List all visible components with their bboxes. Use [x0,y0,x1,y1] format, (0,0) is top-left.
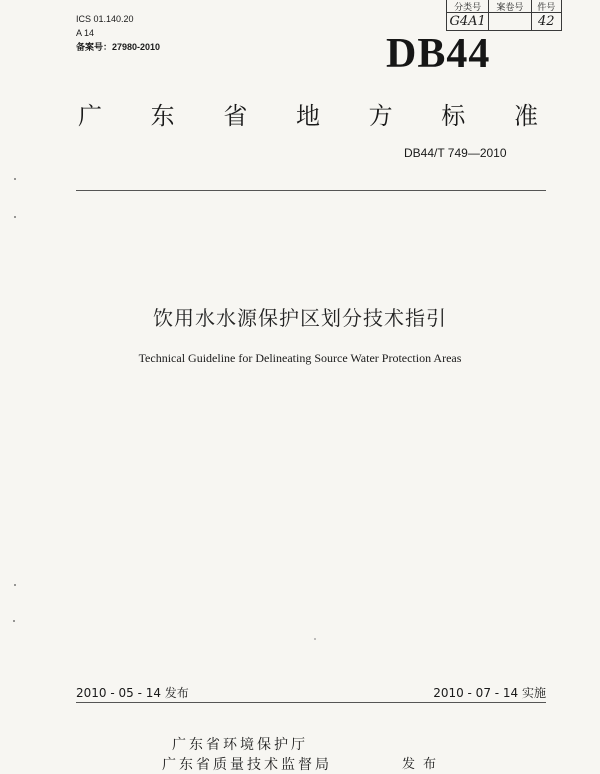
document-title-chinese: 饮用水水源保护区划分技术指引 [153,306,447,330]
title-char: 省 [223,102,248,130]
ics-code: ICS 01.140.20 [76,14,134,24]
header-divider [76,190,546,191]
standard-type-title [78,96,538,131]
issuer-environment-dept: 广东省环境保护厅 [172,737,308,753]
stamp-value-volume [489,13,531,30]
standard-number: DB44/T 749—2010 [404,146,507,160]
issuer-quality-bureau: 广东省质量技术监督局 [162,757,332,773]
title-char: 准 [513,102,538,130]
scan-speck [14,178,16,180]
title-char: 东 [150,102,175,130]
issue-label: 发布 [402,757,445,772]
standard-code-logo: DB44 [386,31,491,77]
stamp-value-item: 42 [537,14,555,29]
title-char: 标 [441,102,466,130]
scan-speck [14,584,16,586]
scan-speck [314,638,316,640]
stamp-header-volume: 案卷号 [489,0,531,12]
archive-stamp [446,0,562,31]
footer-divider [76,702,546,703]
effective-date: 2010 - 07 - 14 实施 [433,686,546,700]
stamp-value-category: G4A1 [447,13,489,30]
document-title-english: Technical Guideline for Delineating Source Water Protection Areas [138,351,462,365]
title-char: 地 [295,102,320,130]
ccs-code: A 14 [76,28,95,38]
stamp-header-item: 件号 [537,2,556,12]
publish-date: 2010 - 05 - 14 发布 [76,686,189,700]
scan-speck [14,216,16,218]
stamp-header-category: 分类号 [447,0,489,12]
scan-speck [13,620,15,622]
classification-block [76,12,160,54]
stamp-header-row [447,0,561,13]
stamp-value-row [447,13,561,30]
title-char: 方 [368,102,393,130]
filing-number: 备案号：27980-2010 [76,42,161,52]
title-char: 广 [78,102,102,130]
